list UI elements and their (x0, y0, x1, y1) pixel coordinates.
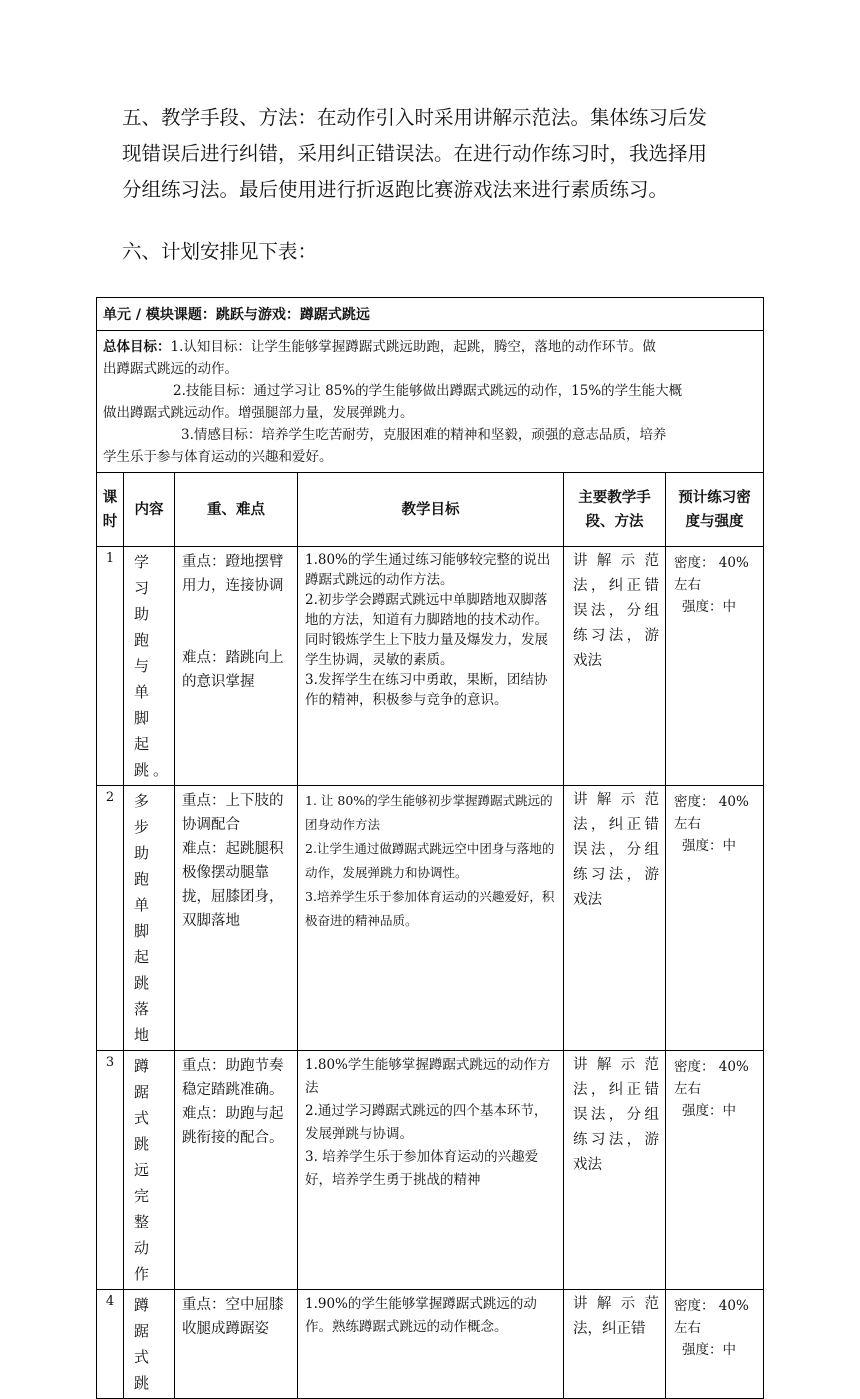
lesson-number: 4 (97, 1290, 124, 1399)
teaching-method: 讲解示范法，纠正错误法，分组练习法，游戏法 (564, 1051, 666, 1290)
overall-goals (97, 331, 764, 473)
objective-1: 1.80%学生能够掌握蹲踞式跳远的动作方法 (305, 1057, 551, 1096)
lesson-content: 蹲踞式跳远完整动作 (124, 1051, 175, 1290)
header-content: 内容 (124, 473, 175, 547)
lesson-content: 学习助跑与单脚起跳。 (124, 547, 175, 786)
goal-3-line-b: 学生乐于参与体育运动的兴趣和爱好。 (103, 449, 333, 465)
objective-2: 2.通过学习蹲踞式跳远的四个基本环节，发展弹跳与协调。 (305, 1103, 548, 1142)
unit-title-row (97, 298, 764, 331)
header-methods: 主要教学手段、方法 (564, 473, 666, 547)
goal-2-line-a: 2.技能目标：通过学习让 85%的学生能够做出蹲踞式跳远的动作，15%的学生能大概 (173, 383, 683, 399)
practice-load (666, 786, 764, 1051)
practice-load (666, 1290, 764, 1399)
table-row (97, 786, 764, 1051)
lesson-number: 3 (97, 1051, 124, 1290)
difficulty-point: 难点：起跳腿积极像摆动腿靠拢，屈膝团身，双脚落地 (182, 841, 284, 929)
intensity: 强度：中 (682, 838, 736, 854)
overall-goals-row (97, 331, 764, 473)
objective-2: 2.初步学会蹲踞式跳远中单脚踏地双脚落地的方法，知道有力脚踏地的技术动作。同时锻炼学生上下肢力量及爆发力，发展学生协调，灵敏的素质。 (305, 592, 548, 668)
density: 密度： 40%左右 (674, 555, 749, 593)
goals-label: 总体目标： (103, 339, 171, 355)
key-difficulty (175, 786, 298, 1051)
intensity: 强度：中 (682, 1103, 736, 1119)
teaching-objectives (298, 786, 564, 1051)
table-row (97, 547, 764, 786)
goal-1-line-b: 出蹲踞式跳远的动作。 (103, 361, 238, 377)
difficulty-point: 难点：踏跳向上的意识掌握 (182, 650, 284, 690)
objective-1: 1. 让 80%的学生能够初步掌握蹲踞式跳远的团身动作方法 (305, 793, 553, 832)
section-6-heading (122, 234, 772, 270)
objective-3: 3.发挥学生在练习中勇敢，果断，团结协作的精神，积极参与竞争的意识。 (305, 672, 548, 708)
objective-1: 1.90%的学生能够掌握蹲踞式跳远的动作。熟练蹲踞式跳远的动作概念。 (305, 1296, 537, 1335)
section-5-line-1: 五、教学手段、方法：在动作引入时采用讲解示范法。集体练习后发 (122, 106, 708, 129)
objective-1: 1.80%的学生通过练习能够较完整的说出蹲踞式跳远的动作方法。 (305, 552, 551, 588)
goal-2-line-b: 做出蹲踞式跳远动作。增强腿部力量，发展弹跳力。 (103, 405, 414, 421)
lesson-number: 1 (97, 547, 124, 786)
header-key-points: 重、难点 (175, 473, 298, 547)
teaching-method: 讲解示范法，纠正错误法，分组练习法，游戏法 (564, 547, 666, 786)
section-5-line-2: 现错误后进行纠错，采用纠正错误法。在进行动作练习时，我选择用 (122, 142, 708, 165)
practice-load (666, 1051, 764, 1290)
key-point: 重点：空中屈膝收腿成蹲踞姿 (182, 1297, 284, 1337)
difficulty-point: 难点：助跑与起跳衔接的配合。 (182, 1106, 284, 1146)
lesson-number: 2 (97, 786, 124, 1051)
practice-load (666, 547, 764, 786)
section-5-line-3: 分组练习法。最后使用进行折返跑比赛游戏法来进行素质练习。 (122, 178, 669, 201)
column-header-row (97, 473, 764, 547)
intensity: 强度：中 (682, 1342, 736, 1358)
header-load: 预计练习密度与强度 (666, 473, 764, 547)
table-row (97, 1290, 764, 1399)
lesson-content: 蹲踞式跳 (124, 1290, 175, 1399)
key-point: 重点：上下肢的协调配合 (182, 793, 284, 833)
teaching-objectives (298, 547, 564, 786)
key-difficulty (175, 1290, 298, 1399)
teaching-method: 讲解示范法，纠正错 (564, 1290, 666, 1399)
objective-2: 2.让学生通过做蹲踞式跳远空中团身与落地的动作，发展弹跳力和协调性。 (305, 841, 555, 880)
goal-1-line-a: 1.认知目标：让学生能够掌握蹲踞式跳远助跑，起跳，腾空，落地的动作环节。做 (170, 339, 656, 355)
intensity: 强度：中 (682, 599, 736, 615)
section-5-paragraph (122, 100, 772, 208)
density: 密度： 40%左右 (674, 1298, 749, 1336)
key-point: 重点：助跑节奏稳定踏跳准确。 (182, 1058, 284, 1098)
unit-title: 单元 / 模块课题：跳跃与游戏：蹲踞式跳远 (97, 298, 764, 331)
objective-3: 3.培养学生乐于参加体育运动的兴趣爱好，积极奋进的精神品质。 (305, 889, 555, 928)
teaching-objectives (298, 1290, 564, 1399)
density: 密度： 40%左右 (674, 1059, 749, 1097)
lesson-plan-table (96, 297, 764, 1399)
key-point: 重点：蹬地摆臂用力，连接协调 (182, 554, 284, 594)
density: 密度： 40%左右 (674, 794, 749, 832)
section-6-heading-text: 六、计划安排见下表： (122, 240, 318, 263)
key-difficulty (175, 1051, 298, 1290)
teaching-objectives (298, 1051, 564, 1290)
header-lesson: 课时 (97, 473, 124, 547)
goal-3-line-a: 3.情感目标：培养学生吃苦耐劳，克服困难的精神和坚毅，顽强的意志品质，培养 (181, 427, 667, 443)
lesson-content: 多步助跑单脚起跳落地 (124, 786, 175, 1051)
header-objectives: 教学目标 (298, 473, 564, 547)
objective-3: 3. 培养学生乐于参加体育运动的兴趣爱好，培养学生勇于挑战的精神 (305, 1149, 539, 1188)
table-row (97, 1051, 764, 1290)
teaching-method: 讲解示范法，纠正错误法，分组练习法，游戏法 (564, 786, 666, 1051)
key-difficulty (175, 547, 298, 786)
